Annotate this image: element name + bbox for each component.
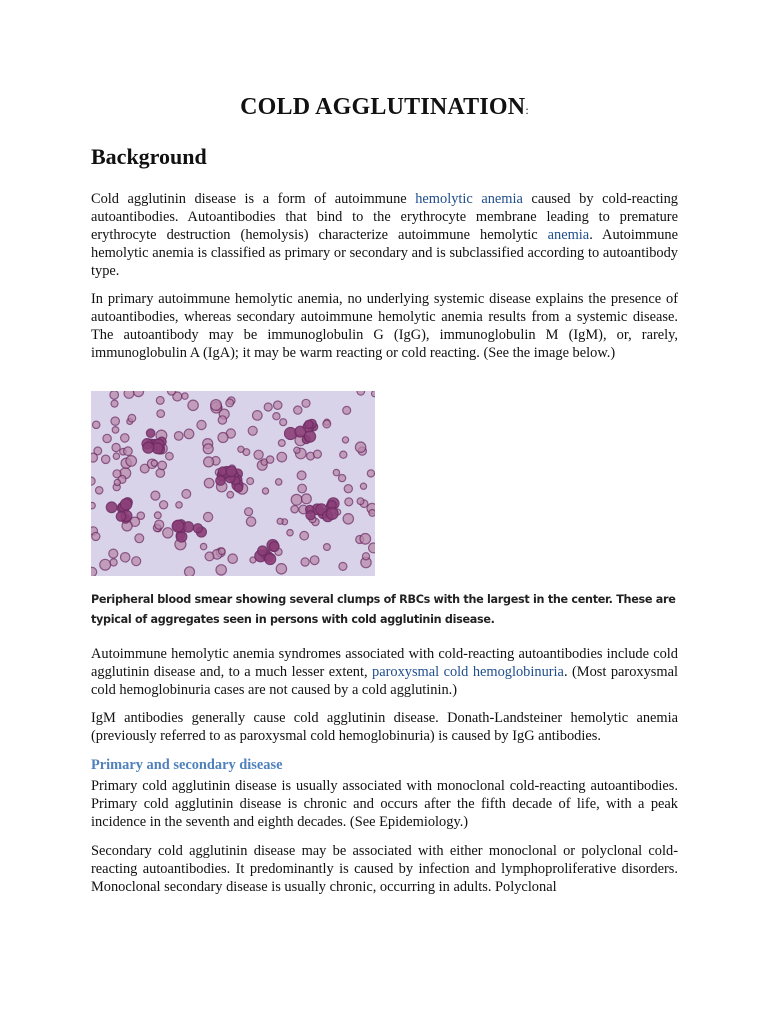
red-blood-cell [156,397,164,405]
red-blood-cell [174,432,183,441]
red-blood-cell [298,484,307,493]
red-blood-cell [132,557,141,566]
red-blood-cell [146,429,154,437]
red-blood-cell [135,534,144,543]
text-run: . (Most paroxysmal cold hemoglobinuria cases are not caused by a cold agglutinin.) [91,664,678,698]
red-blood-cell [121,553,130,562]
red-blood-cell [287,530,293,536]
red-blood-cell [133,391,143,397]
paragraph-igm: IgM antibodies generally cause cold agglutinin disease. Donath-Landsteiner hemolytic anemia (previously referred to as paroxysmal cold hemoglobinuria) is caused by IgG antibodies. [91,710,678,744]
red-blood-cell [367,470,374,477]
red-blood-cell [302,399,310,407]
red-blood-cell [216,476,225,485]
paragraph-cold-syndromes [91,645,678,699]
red-blood-cell [93,421,100,428]
red-blood-cell [323,420,331,428]
paragraph-primary-autoimmune: In primary autoimmune hemolytic anemia, no underlying systemic disease explains the presence of autoantibodies, whereas secondary autoimmune hemolytic anemia results from a systemic disease. The autoantibody may be immunoglobulin G (IgG), immunoglobulin M (IgM), or, rarely, immunoglobulin A (IgA); it may be warm reacting or cold reacting. (See the image below.) [91,291,678,361]
red-blood-cell [340,451,347,458]
red-blood-cell [114,479,120,485]
red-blood-cell [110,391,119,399]
link-hemolytic-anemia[interactable]: hemolytic anemia [415,191,523,207]
red-blood-cell [111,400,118,407]
text-run: caused by cold-reacting autoantibodies. Autoantibodies that bind to the erythrocyte membrane leading to premature erythrocyte destruction (hemolysis) characterize autoimmune hemolytic [91,191,678,243]
red-blood-cell [342,437,348,443]
red-blood-cell [219,548,226,555]
paragraph-intro [91,190,678,280]
red-blood-cell [226,399,234,407]
red-blood-cell [273,413,280,420]
red-blood-cell [228,554,237,563]
red-blood-cell [269,542,279,552]
red-blood-cell [203,444,213,454]
text-run: Cold agglutinin disease is a form of autoimmune [91,191,416,207]
red-blood-cell [313,450,321,458]
red-blood-cell [128,414,136,422]
red-blood-cell [102,455,110,463]
red-blood-cell [176,502,182,508]
blood-smear-svg [91,391,375,576]
red-blood-cell [294,447,300,453]
red-blood-cell [183,522,193,532]
red-blood-cell [297,471,306,480]
red-blood-cell [357,498,364,505]
red-blood-cell [277,452,287,462]
red-blood-cell [124,391,134,398]
red-blood-cell [154,512,161,519]
red-blood-cell [310,556,319,565]
red-blood-cell [226,466,236,476]
red-blood-cell [305,420,313,428]
red-blood-cell [238,446,244,452]
red-blood-cell [91,502,95,508]
red-blood-cell [151,491,160,500]
red-blood-cell [155,520,164,529]
red-blood-cell [246,517,255,526]
red-blood-cell [126,456,137,467]
title-colon: : [525,103,529,117]
red-blood-cell [262,488,268,494]
red-blood-cell [92,532,100,540]
red-blood-cell [160,501,168,509]
red-blood-cell [343,406,351,414]
red-blood-cell [355,442,365,452]
red-blood-cell [184,429,194,439]
red-blood-cell [362,553,369,560]
red-blood-cell [204,457,214,467]
red-blood-cell [264,403,272,411]
red-blood-cell [218,416,226,424]
paragraph-primary-disease: Primary cold agglutinin disease is usually associated with monoclonal cold-reacting autoantibodies. Primary cold agglutinin disease is chronic and occurs after the fifth decade of life, with a peak incidence in the seventh and eighth decades. (See Epidemiology.) [91,778,678,830]
text-run: . Autoimmune hemolytic anemia is classified as primary or secondary and is subclassified according to autoantibody type. [91,227,678,279]
red-blood-cell [300,531,309,540]
red-blood-cell [112,427,119,434]
red-blood-cell [277,518,283,524]
red-blood-cell [168,391,176,395]
red-blood-cell [216,565,226,575]
red-blood-cell [151,460,157,466]
red-blood-cell [193,524,202,533]
red-blood-cell [113,453,119,459]
red-blood-cell [344,485,352,493]
red-blood-cell [369,543,375,553]
red-blood-cell [211,400,222,411]
page-title [91,94,678,121]
red-blood-cell [295,426,306,437]
red-blood-cell [116,512,126,522]
red-blood-cell [301,558,309,566]
red-blood-cell [106,502,117,513]
red-blood-cell [185,567,195,576]
red-blood-cell [254,450,263,459]
red-blood-cell [111,417,119,425]
red-blood-cell [291,494,302,505]
red-blood-cell [218,433,228,443]
red-blood-cell [280,419,287,426]
red-blood-cell [124,447,133,456]
title-text: COLD AGGLUTINATION [240,94,526,120]
red-blood-cell [274,401,282,409]
red-blood-cell [91,453,98,462]
red-blood-cell [291,506,298,513]
red-blood-cell [100,559,111,570]
red-blood-cell [166,452,174,460]
red-blood-cell [324,544,331,551]
heading-primary-secondary: Primary and secondary disease [91,757,283,773]
red-blood-cell [200,543,206,549]
red-blood-cell [343,514,353,524]
red-blood-cell [96,487,103,494]
red-blood-cell [360,534,371,545]
red-blood-cell [197,420,206,429]
red-blood-cell [258,546,268,556]
red-blood-cell [204,512,213,521]
red-blood-cell [137,512,144,519]
red-blood-cell [182,393,188,399]
red-blood-cell [110,559,117,566]
blood-smear-image [91,391,375,576]
red-blood-cell [113,470,121,478]
red-blood-cell [143,442,154,453]
paragraph-secondary-disease: Secondary cold agglutinin disease may be associated with either monoclonal or polyclonal cold-reacting autoantibodies. It predominantly is caused by infection and lymphoproliferative disorders. Monoclonal secondary disease is usually chronic, occurring in adults. Polyclonal [91,843,678,895]
red-blood-cell [188,400,198,410]
link-paroxysmal-cold-hemoglobinuria[interactable]: paroxysmal cold hemoglobinuria [372,664,564,680]
red-blood-cell [121,434,129,442]
red-blood-cell [245,508,253,516]
red-blood-cell [266,456,273,463]
red-blood-cell [357,391,365,395]
red-blood-cell [302,494,312,504]
red-blood-cell [372,391,376,397]
red-blood-cell [265,554,276,565]
red-blood-cell [109,549,118,558]
link-anemia[interactable]: anemia [547,227,590,243]
red-blood-cell [91,567,97,576]
red-blood-cell [103,434,111,442]
red-blood-cell [182,490,191,499]
red-blood-cell [253,411,263,421]
figure-caption: Peripheral blood smear showing several clumps of RBCs with the largest in the center. These are typical of aggregates seen in persons with cold agglutinin disease. [91,593,676,626]
red-blood-cell [306,511,315,520]
red-blood-cell [247,478,254,485]
red-blood-cell [234,484,242,492]
red-blood-cell [205,552,214,561]
red-blood-cell [163,528,173,538]
text-run: Autoimmune hemolytic anemia syndromes associated with cold-reacting autoantibodies include cold agglutinin disease and, to a much lesser extent, [91,646,678,680]
red-blood-cell [360,483,366,489]
red-blood-cell [112,443,120,451]
red-blood-cell [326,508,338,520]
red-blood-cell [339,562,347,570]
red-blood-cell [91,477,95,485]
red-blood-cell [172,520,184,532]
red-blood-cell [276,564,286,574]
red-blood-cell [278,440,285,447]
red-blood-cell [248,426,257,435]
red-blood-cell [369,510,375,517]
red-blood-cell [204,478,214,488]
red-blood-cell [158,461,167,470]
red-blood-cell [345,498,353,506]
red-blood-cell [294,406,302,414]
red-blood-cell [157,410,165,418]
red-blood-cell [227,491,234,498]
heading-background: Background [91,144,207,169]
red-blood-cell [276,479,282,485]
red-blood-cell [333,469,339,475]
red-blood-cell [120,499,131,510]
red-blood-cell [339,475,346,482]
